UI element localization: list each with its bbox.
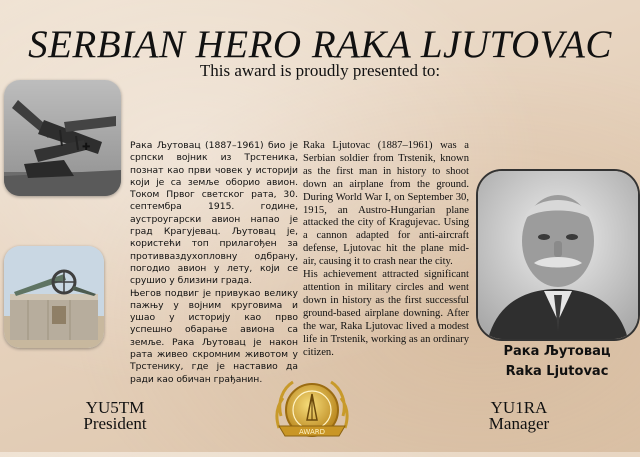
honoree-name-latin: Raka Ljutovac <box>505 364 609 379</box>
serbian-paragraph: Његов подвиг је привукао велику пажњу у војним круговима и ушао у историју као прво успешно обарање авиона са земље. Рака Љутовац је након рата живео скромним животом у Трстенику, где је наставио да ради као обичан грађанин. <box>130 287 298 385</box>
svg-text:✚: ✚ <box>82 142 91 153</box>
page-title: SERBIAN HERO RAKA LJUTOVAC <box>28 23 612 66</box>
honoree-name-cyrillic: Рака Љутовац <box>503 344 611 359</box>
manager-role: Manager <box>488 414 550 433</box>
seal-banner-text: AWARD <box>299 428 325 436</box>
manager-callsign: YU1RA <box>490 398 548 417</box>
page-subtitle: This award is proudly presented to: <box>199 61 441 80</box>
english-paragraph: His achievement attracted significant attention in military circles and went down in history as the first successful ground-based airplane downing. After the war, Raka Ljutovac lived a modest life in Trstenik, working as an ordinary citizen. <box>303 269 469 358</box>
cannon-monument-photo <box>4 246 104 348</box>
serbian-description <box>130 140 298 386</box>
serbian-paragraph: Рака Љутовац (1887–1961) био је српски војник из Трстеника, познат као први човек у историји који је са земље оборио авион. Током Првог светског рата, 30. септембра 1915. године, аустроугарски авион напао је град Крагујевац. Љутовац је, користећи топ прилагођен за противваздухопловну одбрану, погодио авион у лету, који се срушио у близини града. <box>130 140 298 287</box>
plane-crash-photo <box>4 80 121 196</box>
president-callsign: YU5TM <box>85 398 145 417</box>
award-seal-icon <box>271 376 353 452</box>
president-role: President <box>83 414 147 433</box>
english-description <box>303 140 469 359</box>
manager-signature <box>474 400 564 432</box>
portrait-photo <box>476 169 640 341</box>
english-paragraph: Raka Ljutovac (1887–1961) was a Serbian soldier from Trstenik, known as the first man in history to shoot down an airplane from the ground. During World War I, on September 30, 1915, an Austro-Hungarian plane attacked the city of Kragujevac. Using a cannon adapted for anti-aircraft defense, Ljutovac hit the plane mid-air, causing it to crash near the city. <box>303 140 469 268</box>
president-signature <box>70 400 160 432</box>
